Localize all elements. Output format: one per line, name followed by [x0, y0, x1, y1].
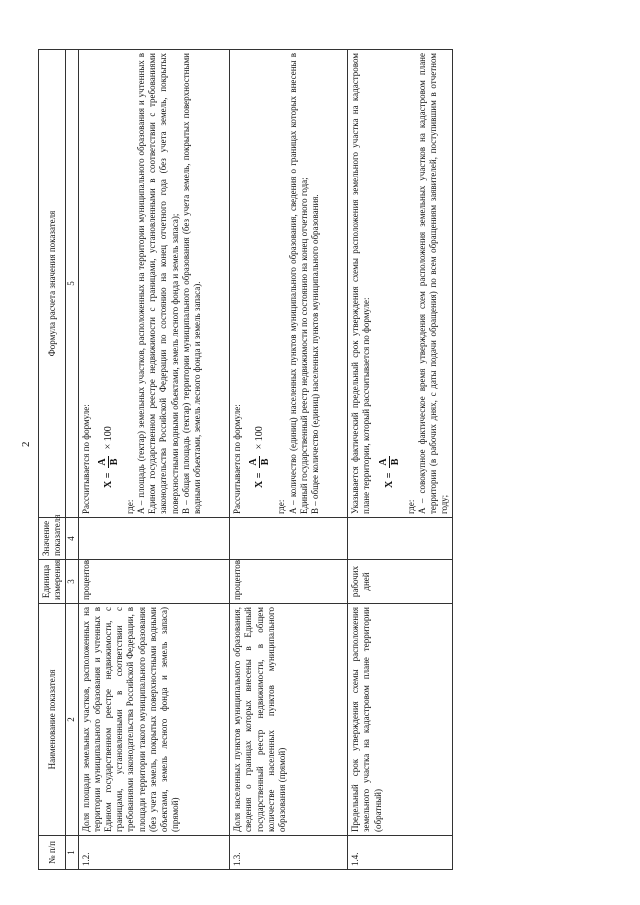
- formula: [378, 53, 401, 488]
- table-row: [78, 50, 230, 870]
- formula-intro: Указывается фактический предельный срок утверждения схемы расположения земельного участка на кадастровом плане территории, который рассчитывается по формуле:: [350, 53, 372, 514]
- column-number-row: [66, 50, 78, 870]
- formula-denominator: B: [260, 458, 272, 466]
- indicator-value: [78, 518, 230, 560]
- formula-fraction: [97, 456, 120, 467]
- column-number: 2: [66, 604, 78, 836]
- formula-intro: Рассчитывается по формуле:: [232, 404, 243, 514]
- formula-lhs: X =: [254, 472, 266, 488]
- formula-multiplier: × 100: [102, 426, 114, 450]
- formula-definition: B – общая площадь (гектар) территории муниципального образования (без учета земель, покрытых поверхностными водными объектами, земель лесного фонда и земель запаса).: [180, 53, 203, 514]
- formula-multiplier: × 100: [254, 426, 266, 450]
- header-name: Наименование показателя: [39, 604, 66, 836]
- header-unit: Единица измерения: [39, 560, 66, 604]
- header-value: Значение показателя: [39, 518, 66, 560]
- formula-definition: A – количество (единиц) населенных пунктов муниципального образования, сведения о границах которых внесены в Единый государственный реестр недвижимости по состоянию на конец отчетного года;: [287, 53, 309, 514]
- row-number: 1.2.: [78, 836, 230, 870]
- formula-lhs: X =: [102, 472, 114, 488]
- formula-where: где:: [405, 499, 416, 514]
- formula-where: где:: [124, 499, 135, 514]
- header-no: № п/п: [39, 836, 66, 870]
- formula-denominator: B: [108, 458, 120, 466]
- column-number: 5: [66, 50, 78, 518]
- formula-definition: A – совокупное фактическое время утверждения схем расположения земельных участков на кадастровом плане территории (в рабочих днях, с даты подачи обращения) по всем обращениям заявителей, поступившим в отчетном году;: [416, 53, 450, 514]
- table-row: [230, 50, 348, 870]
- indicator-name: Предельный срок утверждения схемы расположения земельного участка на кадастровом плане территории (обратный): [348, 604, 453, 836]
- indicator-name: Доля населенных пунктов муниципального образования, сведения о границах которых внесены в Единый государственный реестр недвижимости, в общем количестве населенных пунктов муниципального образования (прямой): [230, 604, 348, 836]
- indicator-unit: процентов: [78, 560, 230, 604]
- formula-where: где:: [276, 499, 287, 514]
- column-number: 4: [66, 518, 78, 560]
- page-number: 2: [20, 441, 32, 447]
- header-formula: Формула расчета значения показателя: [39, 50, 66, 518]
- formula: [97, 53, 120, 488]
- indicator-table: [38, 49, 453, 870]
- indicator-unit: процентов: [230, 560, 348, 604]
- formula-numerator: A: [248, 458, 260, 466]
- formula-intro: Рассчитывается по формуле:: [80, 404, 91, 514]
- indicator-unit: рабочих дней: [348, 560, 453, 604]
- table-header-row: [39, 50, 66, 870]
- formula-denominator: B: [389, 458, 401, 466]
- indicator-formula-cell: [348, 50, 453, 518]
- row-number: 1.4.: [348, 836, 453, 870]
- indicator-value: [348, 518, 453, 560]
- indicator-formula-cell: [230, 50, 348, 518]
- row-number: 1.3.: [230, 836, 348, 870]
- column-number: 1: [66, 836, 78, 870]
- formula-fraction: [378, 456, 401, 467]
- indicator-name: Доля площади земельных участков, расположенных на территории муниципального образования и учтенных в Едином государственном реестре недвижимости, с границами, установленными в соответствии с требованиями законодательства Российской Федерации, в площади территории такого муниципального образования (без учета земель, покрытых поверхностными водными объектами, земель лесного фонда и земель запаса) (прямой): [78, 604, 230, 836]
- formula: [248, 53, 271, 488]
- formula-lhs: X =: [383, 472, 395, 488]
- indicator-table-sheet: [38, 50, 610, 870]
- indicator-formula-cell: [78, 50, 230, 518]
- formula-numerator: A: [377, 458, 389, 466]
- formula-definition: A – площадь (гектар) земельных участков, расположенных на территории муниципального образования и учтенных в Едином государственном реестре недвижимости с границами, установленными в соответствии с требованиями законодательства Российской Федерации по состоянию на конец отчетного года (без учета земель, покрытых поверхностными водными объектами, земель лесного фонда и земель запаса);: [136, 53, 180, 514]
- indicator-value: [230, 518, 348, 560]
- formula-definition: B – общее количество (единиц) населенных пунктов муниципального образования.: [310, 194, 321, 514]
- column-number: 3: [66, 560, 78, 604]
- formula-fraction: [248, 456, 271, 467]
- table-row: [348, 50, 453, 870]
- formula-numerator: A: [96, 458, 108, 466]
